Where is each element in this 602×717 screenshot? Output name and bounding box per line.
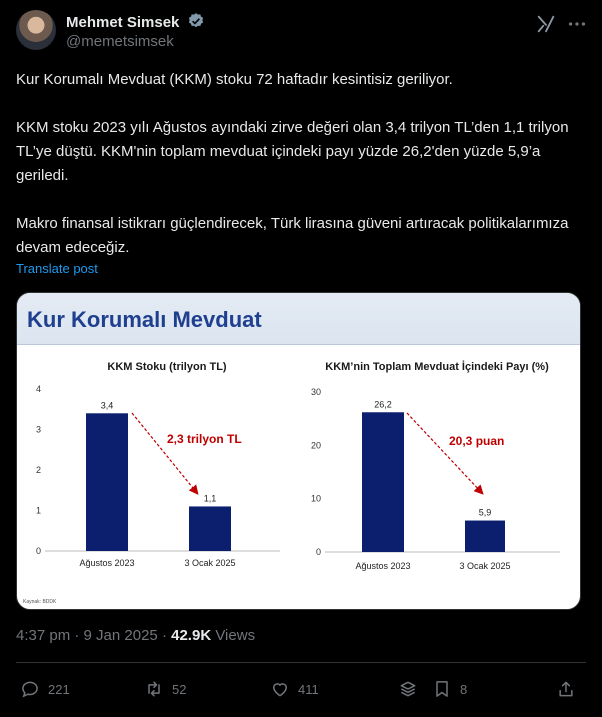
like-count: 411	[298, 681, 319, 697]
x-category-label: 3 Ocak 2025	[459, 561, 511, 571]
x-category-label: 3 Ocak 2025	[184, 558, 236, 568]
tweet-meta	[16, 627, 255, 644]
y-tick-label: 2	[35, 465, 41, 475]
bar	[86, 413, 128, 551]
share-icon	[556, 679, 576, 699]
bar-value-label: 26,2	[374, 399, 392, 410]
reply-icon	[20, 679, 40, 699]
reply-count: 221	[48, 681, 70, 697]
views-label: Views	[215, 627, 256, 644]
tweet-time[interactable]: 4:37 pm	[16, 627, 71, 644]
source-note: Kaynak: BDDK	[23, 599, 57, 605]
y-tick-label: 10	[310, 493, 321, 504]
tweet-paragraph: KKM stoku 2023 yılı Ağustos ayındaki zirve değeri olan 3,4 trilyon TL’den 1,1 trilyon TL’ye düştü. KKM'nin toplam mevduat içindeki payı yüzde 26,2'den yüzde 5,9’a geriledi.	[16, 119, 569, 184]
decline-annotation: 2,3 trilyon TL	[167, 432, 242, 446]
y-tick-label: 0	[315, 547, 321, 557]
chart-title: KKM’nin Toplam Mevduat İçindeki Payı (%)	[325, 361, 549, 373]
bar-value-label: 1,1	[203, 493, 217, 504]
author-name-text[interactable]: Mehmet Simsek	[66, 14, 180, 31]
bar	[465, 521, 505, 552]
decline-arrow	[132, 413, 197, 493]
bookmark-count: 8	[460, 681, 468, 697]
media-title: Kur Korumalı Mevduat	[27, 307, 262, 332]
tweet-paragraph: Makro finansal istikrarı güçlendirecek, Türk lirasına güveni artıracak politikalarımıza devam edeceğiz.	[16, 215, 569, 256]
share-button[interactable]	[556, 676, 584, 702]
divider	[16, 662, 586, 663]
decline-arrow	[407, 413, 482, 493]
meta-separator: ·	[161, 627, 172, 644]
author-handle[interactable]: @memetsimsek	[66, 33, 174, 50]
tweet-date[interactable]: 9 Jan 2025	[83, 627, 158, 644]
repost-count: 52	[172, 681, 187, 697]
y-tick-label: 20	[310, 440, 321, 451]
author-name[interactable]	[66, 12, 205, 31]
grok-icon[interactable]	[535, 13, 557, 35]
heart-icon	[270, 679, 290, 699]
repost-icon	[144, 679, 164, 699]
reply-button[interactable]	[20, 676, 70, 702]
bookmark-button[interactable]	[432, 676, 467, 702]
tweet-paragraph: Kur Korumalı Mevduat (KKM) stoku 72 haftadır kesintisiz geriliyor.	[16, 71, 453, 88]
bar-value-label: 3,4	[100, 400, 114, 411]
chart-title: KKM Stoku (trilyon TL)	[107, 361, 227, 373]
analytics-button[interactable]	[398, 676, 426, 702]
translate-post-link[interactable]: Translate post	[16, 261, 98, 276]
like-button[interactable]	[270, 676, 319, 702]
repost-button[interactable]	[144, 676, 186, 702]
x-category-label: Ağustos 2023	[79, 558, 135, 568]
y-tick-label: 1	[35, 505, 41, 516]
verified-badge-icon	[187, 12, 205, 30]
y-tick-label: 0	[35, 546, 41, 556]
charts-canvas	[17, 293, 581, 610]
tweet-header	[16, 10, 586, 54]
stack-icon	[398, 679, 418, 699]
y-tick-label: 3	[35, 424, 41, 435]
tweet-media-image[interactable]	[16, 292, 581, 610]
tweet-text	[16, 68, 588, 260]
bookmark-icon	[432, 679, 452, 699]
y-tick-label: 30	[310, 387, 321, 397]
meta-separator: ·	[74, 627, 84, 644]
decline-annotation: 20,3 puan	[449, 434, 505, 448]
action-bar	[0, 676, 602, 702]
x-category-label: Ağustos 2023	[355, 561, 411, 571]
bar-value-label: 5,9	[478, 507, 492, 518]
more-options-icon[interactable]	[566, 13, 588, 35]
views-count: 42.9K	[171, 627, 212, 644]
bar	[189, 506, 231, 551]
y-tick-label: 4	[35, 384, 41, 394]
avatar[interactable]	[16, 10, 56, 50]
bar	[362, 412, 404, 552]
